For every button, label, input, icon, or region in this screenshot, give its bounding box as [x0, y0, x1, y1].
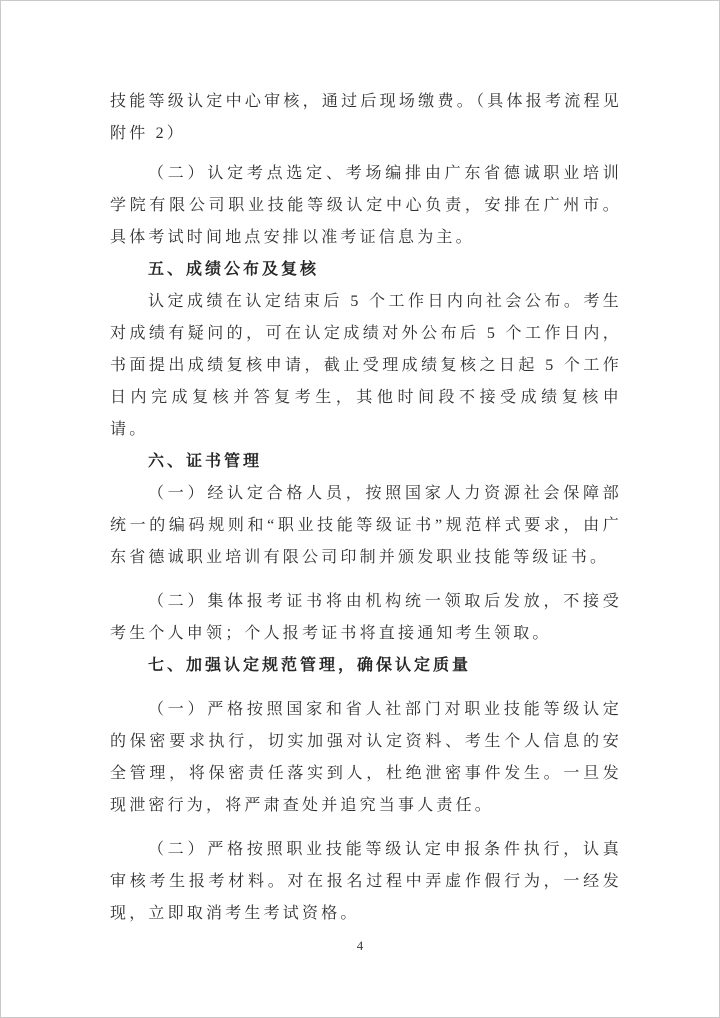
paragraph: （二）集体报考证书将由机构统一领取后发放，不接受考生个人申领；个人报考证书将直接通知考生领取。: [110, 593, 622, 642]
section-heading: 七、加强认定规范管理，确保认定质量: [148, 657, 472, 674]
paragraph: 认定成绩在认定结束后 5 个工作日内向社会公布。考生对成绩有疑问的，可在认定成绩对外公布后 5 个工作日内，书面提出成绩复核申请，截止受理成绩复核之日起 5 个工作日内完成复核并答复考生，其他时间段不接受成绩复核申请。: [110, 293, 622, 438]
paragraph: （二）严格按照职业技能等级认定申报条件执行，认真审核考生报考材料。对在报名过程中弄虚作假行为，一经发现，立即取消考生考试资格。: [110, 841, 622, 922]
paragraph: （一）严格按照国家和省人社部门对职业技能等级认定的保密要求执行，切实加强对认定资料、考生个人信息的安全管理，将保密责任落实到人，杜绝泄密事件发生。一旦发现泄密行为，将严肃查处并追究当事人责任。: [110, 701, 622, 814]
document-body: [110, 86, 622, 930]
paragraph: （二）认定考点选定、考场编排由广东省德诚职业培训学院有限公司职业技能等级认定中心负责，安排在广州市。具体考试时间地点安排以准考证信息为主。: [110, 165, 622, 246]
section-heading: 六、证书管理: [148, 453, 263, 470]
paragraph: （一）经认定合格人员，按照国家人力资源社会保障部统一的编码规则和“职业技能等级证书”规范样式要求，由广东省德诚职业培训有限公司印制并颁发职业技能等级证书。: [110, 485, 622, 566]
page-number: 4: [356, 938, 364, 953]
section-heading: 五、成绩公布及复核: [148, 261, 320, 278]
paragraph: 技能等级认定中心审核，通过后现场缴费。（具体报考流程见附件 2）: [110, 93, 622, 142]
